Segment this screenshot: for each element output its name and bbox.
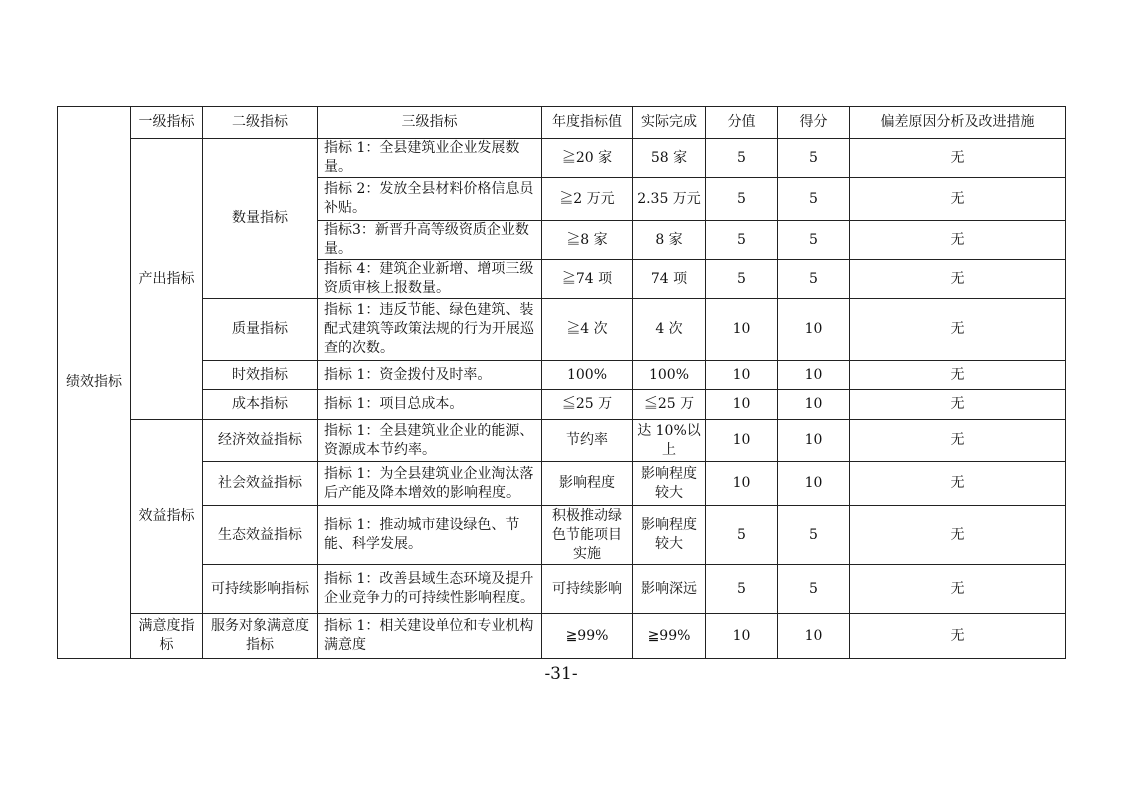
indicator-cell: 指标 1：违反节能、绿色建筑、装配式建筑等政策法规的行为开展巡查的次数。 [318, 299, 542, 361]
header-cell: 三级指标 [318, 107, 542, 139]
analysis-cell: 无 [850, 462, 1066, 506]
header-cell: 得分 [778, 107, 850, 139]
table-row [58, 361, 1066, 390]
target-cell: ≧4 次 [542, 299, 633, 361]
actual-cell: ≦25 万 [633, 390, 706, 420]
level2-cell: 成本指标 [203, 390, 318, 420]
level1-cell: 效益指标 [131, 420, 203, 614]
category-cell: 绩效指标 [58, 107, 131, 659]
score-cell: 10 [778, 420, 850, 462]
target-cell: 积极推动绿色节能项目实施 [542, 506, 633, 565]
table-row [58, 139, 1066, 178]
table-row [58, 506, 1066, 565]
score-value-cell: 5 [706, 506, 778, 565]
score-cell: 10 [778, 390, 850, 420]
actual-cell: 58 家 [633, 139, 706, 178]
score-value-cell: 5 [706, 139, 778, 178]
target-cell: ≧2 万元 [542, 178, 633, 221]
analysis-cell: 无 [850, 139, 1066, 178]
score-cell: 5 [778, 221, 850, 260]
actual-cell: 100% [633, 361, 706, 390]
analysis-cell: 无 [850, 565, 1066, 614]
performance-indicator-table [57, 106, 1066, 659]
score-cell: 5 [778, 565, 850, 614]
analysis-cell: 无 [850, 260, 1066, 299]
actual-cell: 影响程度较大 [633, 506, 706, 565]
target-cell: ≧20 家 [542, 139, 633, 178]
indicator-cell: 指标 1：为全县建筑业企业淘汰落后产能及降本增效的影响程度。 [318, 462, 542, 506]
analysis-cell: 无 [850, 614, 1066, 659]
analysis-cell: 无 [850, 390, 1066, 420]
header-cell: 年度指标值 [542, 107, 633, 139]
level2-cell: 服务对象满意度指标 [203, 614, 318, 659]
target-cell: ≧8 家 [542, 221, 633, 260]
level2-cell: 时效指标 [203, 361, 318, 390]
analysis-cell: 无 [850, 506, 1066, 565]
actual-cell: 影响深远 [633, 565, 706, 614]
header-cell: 偏差原因分析及改进措施 [850, 107, 1066, 139]
score-value-cell: 5 [706, 565, 778, 614]
score-cell: 5 [778, 260, 850, 299]
table-row [58, 462, 1066, 506]
table-row [58, 565, 1066, 614]
score-cell: 5 [778, 506, 850, 565]
header-cell: 二级指标 [203, 107, 318, 139]
score-cell: 10 [778, 462, 850, 506]
analysis-cell: 无 [850, 221, 1066, 260]
score-value-cell: 10 [706, 361, 778, 390]
target-cell: 影响程度 [542, 462, 633, 506]
indicator-cell: 指标 1：相关建设单位和专业机构满意度 [318, 614, 542, 659]
level1-cell: 满意度指标 [131, 614, 203, 659]
level2-cell: 经济效益指标 [203, 420, 318, 462]
score-value-cell: 5 [706, 260, 778, 299]
score-cell: 10 [778, 361, 850, 390]
analysis-cell: 无 [850, 299, 1066, 361]
level2-cell: 社会效益指标 [203, 462, 318, 506]
score-value-cell: 10 [706, 390, 778, 420]
indicator-cell: 指标 1：改善县域生态环境及提升企业竞争力的可持续性影响程度。 [318, 565, 542, 614]
actual-cell: 8 家 [633, 221, 706, 260]
analysis-cell: 无 [850, 178, 1066, 221]
indicator-cell: 指标 2：发放全县材料价格信息员补贴。 [318, 178, 542, 221]
target-cell: 可持续影响 [542, 565, 633, 614]
score-cell: 10 [778, 299, 850, 361]
table-row [58, 390, 1066, 420]
table-row [58, 614, 1066, 659]
analysis-cell: 无 [850, 361, 1066, 390]
score-cell: 5 [778, 139, 850, 178]
target-cell: ≦25 万 [542, 390, 633, 420]
indicator-cell: 指标 1：资金拨付及时率。 [318, 361, 542, 390]
header-cell: 分值 [706, 107, 778, 139]
actual-cell: 达 10%以上 [633, 420, 706, 462]
actual-cell: 2.35 万元 [633, 178, 706, 221]
indicator-cell: 指标 1：项目总成本。 [318, 390, 542, 420]
score-cell: 10 [778, 614, 850, 659]
target-cell: ≧74 项 [542, 260, 633, 299]
actual-cell: 74 项 [633, 260, 706, 299]
analysis-cell: 无 [850, 420, 1066, 462]
target-cell: 100% [542, 361, 633, 390]
level2-cell: 可持续影响指标 [203, 565, 318, 614]
score-value-cell: 10 [706, 462, 778, 506]
header-row [58, 107, 1066, 139]
level2-cell: 数量指标 [203, 139, 318, 299]
score-value-cell: 5 [706, 221, 778, 260]
level1-cell: 产出指标 [131, 139, 203, 420]
header-cell: 一级指标 [131, 107, 203, 139]
target-cell: ≧99% [542, 614, 633, 659]
header-cell: 实际完成 [633, 107, 706, 139]
actual-cell: 影响程度较大 [633, 462, 706, 506]
level2-cell: 生态效益指标 [203, 506, 318, 565]
score-value-cell: 10 [706, 299, 778, 361]
actual-cell: 4 次 [633, 299, 706, 361]
level2-cell: 质量指标 [203, 299, 318, 361]
indicator-cell: 指标 1：推动城市建设绿色、节能、科学发展。 [318, 506, 542, 565]
indicator-cell: 指标3：新晋升高等级资质企业数量。 [318, 221, 542, 260]
page-number: -31- [544, 664, 578, 684]
target-cell: 节约率 [542, 420, 633, 462]
table-row [58, 299, 1066, 361]
indicator-cell: 指标 1：全县建筑业企业发展数量。 [318, 139, 542, 178]
score-value-cell: 5 [706, 178, 778, 221]
indicator-cell: 指标 4：建筑企业新增、增项三级资质审核上报数量。 [318, 260, 542, 299]
actual-cell: ≧99% [633, 614, 706, 659]
score-value-cell: 10 [706, 614, 778, 659]
score-value-cell: 10 [706, 420, 778, 462]
table-row [58, 420, 1066, 462]
score-cell: 5 [778, 178, 850, 221]
indicator-cell: 指标 1：全县建筑业企业的能源、资源成本节约率。 [318, 420, 542, 462]
